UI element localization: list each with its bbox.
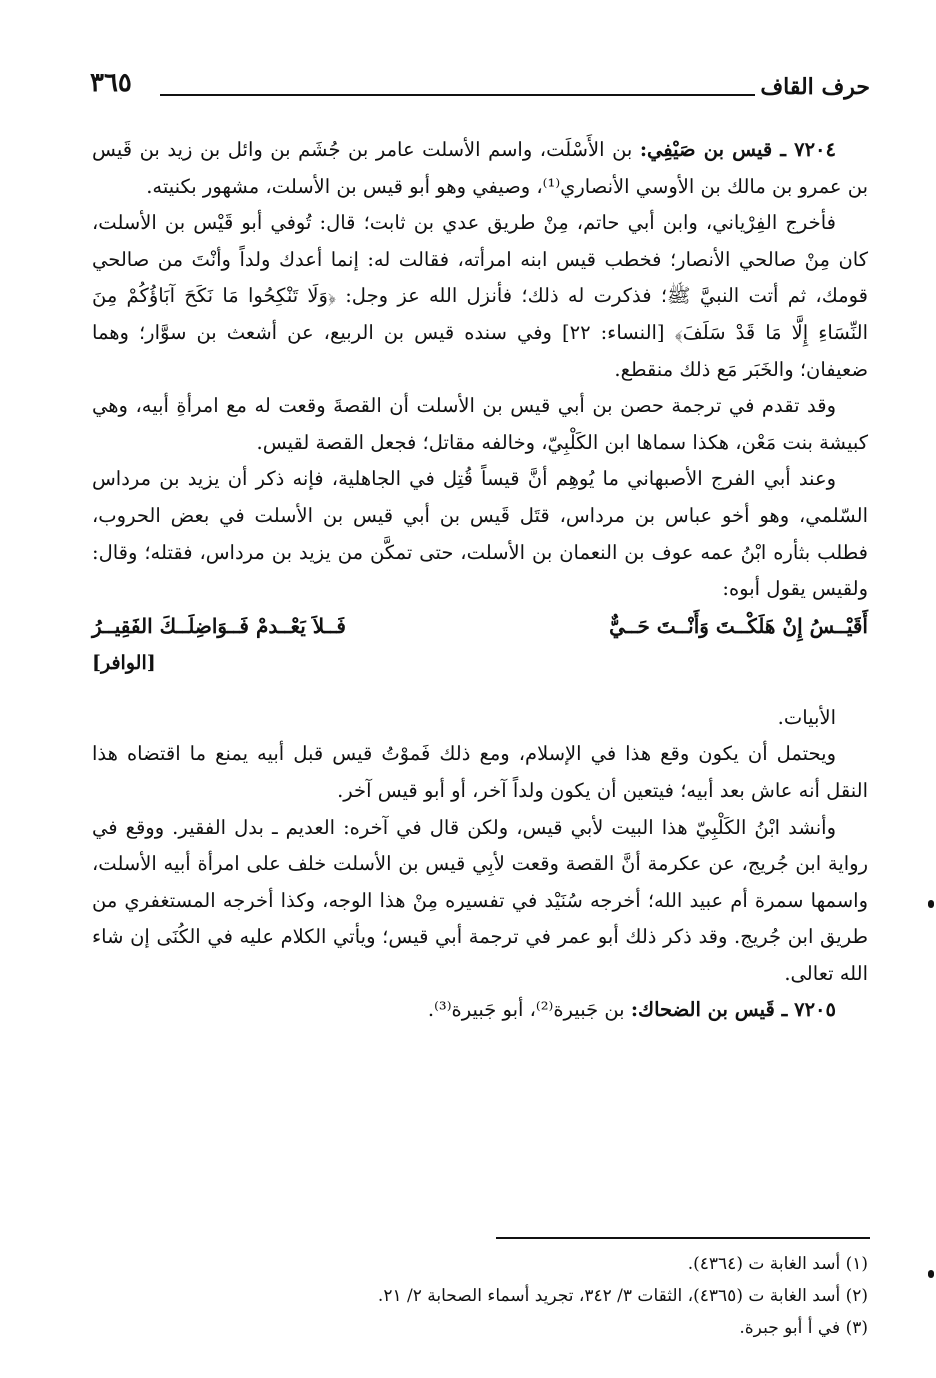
verse-first-hemistich: أَقَيْــسُ إِنْ هَلَكْــتَ وَأَنْــتَ حَــيٌّ (609, 613, 868, 638)
header-rule (160, 94, 755, 96)
paragraph: فأخرج الفِرْياني، وابن أبي حاتم، مِنْ طريق عدي بن ثابت؛ قال: تُوفي أبو قَيْس بن الأسلت، كان مِنْ صالحي الأنصار؛ فخطب قيس ابنه امرأته، فقالت له: إنما أعدك ولداً وأنْتَ من صالحي قومك، ثم أتت النبيَّ ﷺ؛ فذكرت له ذلك؛ فأنزل الله عز وجل: ﴿وَلَا تَنْكِحُوا مَا نَكَحَ آبَاؤُكُمْ مِنَ النِّسَاءِ إِلَّا مَا قَدْ سَلَفَ﴾ [النساء: ٢٢] وفي سنده قيس بن الربيع، عن أشعث بن سوَّار؛ وهما ضعيفان؛ والخَبَر مَع ذلك منقطع. (92, 211, 868, 381)
footnote-2: (٢) أسد الغابة ت (٤٣٦٥)، الثقات ٣/ ٣٤٢، تجريد أسماء الصحابة ٢/ ٢١. (377, 1286, 868, 1306)
entry-7204-heading: ٧٢٠٤ ـ قيس بن صَيْفِي: (639, 138, 836, 161)
verse-second-hemistich: فَــلاَ يَعْــدمْ فَــوَاضِلَــكَ الفَقِيــرُ (92, 613, 346, 638)
entry-7205-heading: ٧٢٠٥ ـ قَيس بن الضحاك: (630, 998, 836, 1022)
scan-edge-mark (928, 1270, 934, 1278)
footnotes (92, 1248, 868, 1344)
scan-edge-mark (928, 900, 934, 908)
running-title: حرف القاف (760, 74, 870, 100)
spacer (92, 682, 868, 700)
abyat-label: الأبيات. (777, 705, 836, 729)
page-header (90, 68, 870, 108)
entry-7204 (92, 132, 868, 205)
verse-meter: [الوافر] (92, 651, 156, 674)
paragraph: وعند أبي الفرج الأصبهاني ما يُوهِم أنَّ قيساً قُتِل في الجاهلية، فإنه ذكر أن يزيد بن مرداس السّلمي، وهو أخو عباس بن مرداس، قتَل قَيس بن أبي قيس بن الأسلت في بعض الحروب، فطلب بثأره ابْنُ عمه عوف بن النعمان بن الأسلت، حتى تمكَّن من يزيد بن مرداس، فقتله؛ وقال: ولقيس يقول أبوه: (92, 467, 868, 601)
footnote-3: (٣) في أ أبو جبرة. (739, 1318, 868, 1338)
paragraph: وأنشد ابْنُ الكَلْبِيّ هذا البيت لأبي قيس، ولكن قال في آخره: العديم ـ بدل الفقير. ووقع في رواية ابن جُريج، عن عكرمة أنَّ القصة وقعت لأبِي قيس بن الأسلت خلف على امرأة أبيه الأسلت، واسمها سمرة أم عبيد الله؛ أخرجه سُنَيْد في تفسيره مِنْ هذا الوجه، وكذا أخرجه المستغفري من طريق ابن جُريج. وقد ذكر ذلك أبو عمر في ترجمة أبي قيس؛ ويأتي الكلام عليه في الكُنَى إن شاء الله تعالى. (92, 815, 868, 985)
page-number: ٣٦٥ (90, 68, 132, 98)
footnote-rule (496, 1237, 870, 1239)
paragraph: وقد تقدم في ترجمة حصن بن أبي قيس بن الأسلت أن القصةَ وقعت له مع امرأةِ أبيه، وهي كبيشة بنت مَعْن، هكذا سماها ابن الكَلْبِيّ، وخالفه مقاتل؛ فجعل القصة لقيس. (92, 394, 868, 454)
entry-7205-text: بن جَبيرة⁽²⁾، أبو جَبيرة⁽³⁾. (427, 998, 631, 1022)
paragraph: ويحتمل أن يكون وقع هذا في الإسلام، ومع ذلك فَموْتُ قيس قبل أبيه يمنع ما اقتضاه هذا النقل أنه عاش بعد أبيه؛ فيتعين أن يكون ولداً آخر، أو أبو قيس آخر. (92, 742, 868, 802)
footnote-1: (١) أسد الغابة ت (٤٣٦٤). (687, 1254, 868, 1274)
poetry-verse (92, 608, 868, 645)
entry-7205 (92, 992, 868, 1029)
entry-7204-text: بن الأَسْلَت، واسم الأسلت عامر بن جُشَم بن وائل بن زيد بن قَيس بن عمرو بن مالك بن الأوسي الأنصاري⁽¹⁾، وصيفي وهو أبو قيس بن الأسلت، مشهور بكنيته. (92, 138, 868, 198)
main-text (92, 132, 868, 1029)
